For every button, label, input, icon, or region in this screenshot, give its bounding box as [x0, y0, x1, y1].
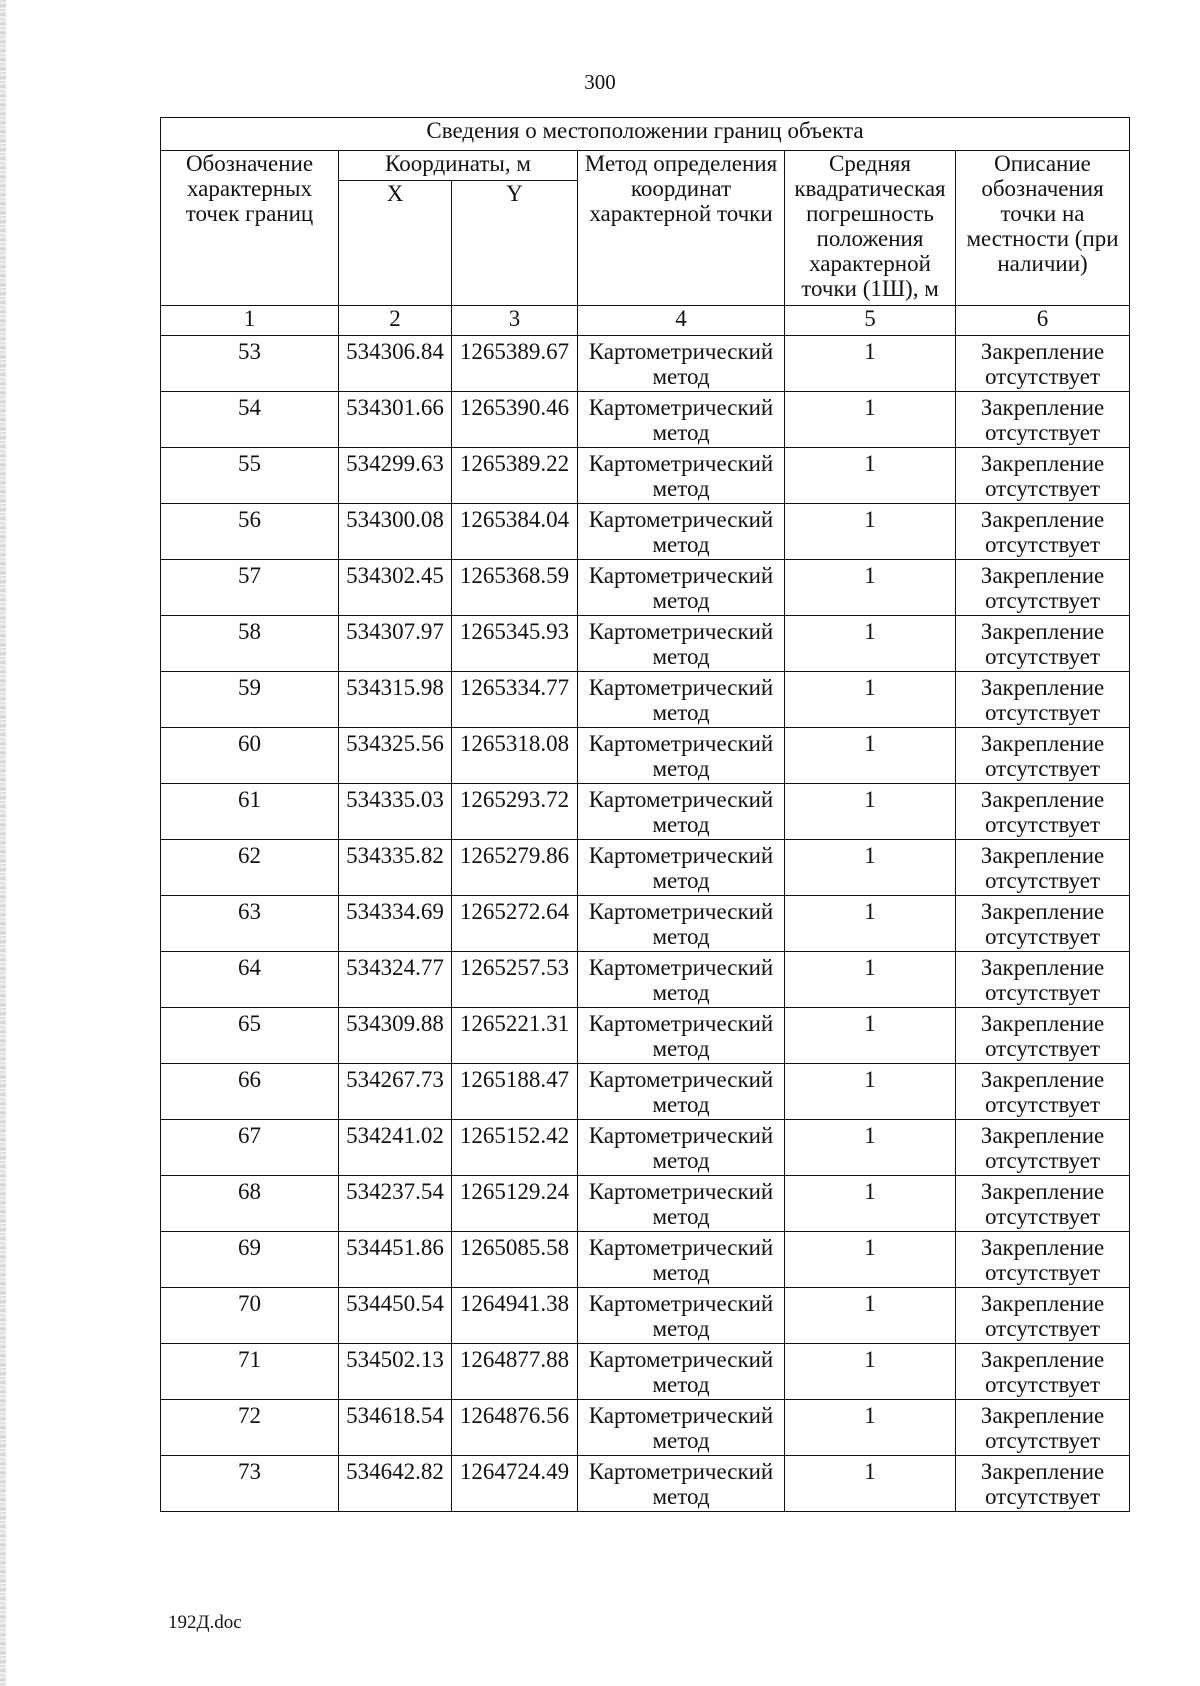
table-row [161, 1232, 1130, 1288]
cell-error: 1 [785, 1288, 956, 1344]
column-number: 4 [578, 306, 785, 336]
cell-y: 1265152.42 [452, 1120, 578, 1176]
table-row [161, 1176, 1130, 1232]
cell-description: Закрепление отсутствует [956, 672, 1130, 728]
cell-y: 1265389.67 [452, 336, 578, 392]
cell-method: Картометрический метод [578, 616, 785, 672]
column-number: 2 [339, 306, 452, 336]
cell-method: Картометрический метод [578, 1008, 785, 1064]
cell-method: Картометрический метод [578, 560, 785, 616]
footer-filename: 192Д.doc [168, 1612, 242, 1633]
cell-method: Картометрический метод [578, 336, 785, 392]
cell-error: 1 [785, 448, 956, 504]
cell-x: 534301.66 [339, 392, 452, 448]
boundary-coordinates-table [160, 117, 1130, 1512]
cell-y: 1265318.08 [452, 728, 578, 784]
cell-point: 65 [161, 1008, 339, 1064]
table-row [161, 1288, 1130, 1344]
cell-point: 68 [161, 1176, 339, 1232]
cell-description: Закрепление отсутствует [956, 952, 1130, 1008]
cell-y: 1265188.47 [452, 1064, 578, 1120]
cell-method: Картометрический метод [578, 1064, 785, 1120]
cell-x: 534618.54 [339, 1400, 452, 1456]
cell-error: 1 [785, 336, 956, 392]
cell-method: Картометрический метод [578, 1456, 785, 1512]
cell-method: Картометрический метод [578, 784, 785, 840]
table-row [161, 1400, 1130, 1456]
table-row [161, 784, 1130, 840]
page-number: 300 [584, 70, 616, 94]
cell-error: 1 [785, 1120, 956, 1176]
cell-y: 1265368.59 [452, 560, 578, 616]
cell-y: 1265384.04 [452, 504, 578, 560]
cell-point: 57 [161, 560, 339, 616]
cell-method: Картометрический метод [578, 672, 785, 728]
table-row [161, 1064, 1130, 1120]
cell-y: 1264877.88 [452, 1344, 578, 1400]
cell-x: 534334.69 [339, 896, 452, 952]
cell-description: Закрепление отсутствует [956, 1232, 1130, 1288]
cell-method: Картометрический метод [578, 952, 785, 1008]
table-row [161, 1344, 1130, 1400]
table-row [161, 728, 1130, 784]
cell-error: 1 [785, 784, 956, 840]
cell-error: 1 [785, 1008, 956, 1064]
cell-method: Картометрический метод [578, 1232, 785, 1288]
table-row [161, 1456, 1130, 1512]
cell-x: 534451.86 [339, 1232, 452, 1288]
cell-description: Закрепление отсутствует [956, 504, 1130, 560]
cell-method: Картометрический метод [578, 1400, 785, 1456]
cell-x: 534324.77 [339, 952, 452, 1008]
header-error: Средняя квадратическая погрешность положения характерной точки (1Ш), м [785, 151, 956, 306]
cell-description: Закрепление отсутствует [956, 728, 1130, 784]
cell-x: 534267.73 [339, 1064, 452, 1120]
header-description: Описание обозначения точки на местности (при наличии) [956, 151, 1130, 306]
cell-error: 1 [785, 392, 956, 448]
cell-x: 534502.13 [339, 1344, 452, 1400]
cell-description: Закрепление отсутствует [956, 840, 1130, 896]
cell-point: 59 [161, 672, 339, 728]
scan-edge [0, 0, 6, 1686]
cell-x: 534299.63 [339, 448, 452, 504]
cell-x: 534307.97 [339, 616, 452, 672]
cell-x: 534335.03 [339, 784, 452, 840]
column-number: 6 [956, 306, 1130, 336]
cell-description: Закрепление отсутствует [956, 1176, 1130, 1232]
cell-y: 1265085.58 [452, 1232, 578, 1288]
cell-description: Закрепление отсутствует [956, 1456, 1130, 1512]
table-body [161, 336, 1130, 1512]
cell-x: 534306.84 [339, 336, 452, 392]
cell-description: Закрепление отсутствует [956, 616, 1130, 672]
cell-error: 1 [785, 1456, 956, 1512]
table-row [161, 1008, 1130, 1064]
cell-x: 534237.54 [339, 1176, 452, 1232]
cell-method: Картометрический метод [578, 448, 785, 504]
cell-y: 1265221.31 [452, 1008, 578, 1064]
cell-description: Закрепление отсутствует [956, 560, 1130, 616]
cell-point: 60 [161, 728, 339, 784]
table-row [161, 896, 1130, 952]
table-row [161, 448, 1130, 504]
cell-y: 1265279.86 [452, 840, 578, 896]
cell-error: 1 [785, 1064, 956, 1120]
header-coordinates: Координаты, м [339, 151, 578, 181]
cell-x: 534241.02 [339, 1120, 452, 1176]
cell-point: 58 [161, 616, 339, 672]
header-designation: Обозначение характерных точек границ [161, 151, 339, 306]
cell-y: 1265293.72 [452, 784, 578, 840]
cell-method: Картометрический метод [578, 1288, 785, 1344]
cell-method: Картометрический метод [578, 1176, 785, 1232]
cell-x: 534309.88 [339, 1008, 452, 1064]
header-x: X [339, 181, 452, 306]
cell-point: 70 [161, 1288, 339, 1344]
header-method: Метод определения координат характерной точки [578, 151, 785, 306]
cell-error: 1 [785, 672, 956, 728]
cell-method: Картометрический метод [578, 896, 785, 952]
table-caption: Сведения о местоположении границ объекта [161, 118, 1130, 151]
table-row [161, 1120, 1130, 1176]
cell-method: Картометрический метод [578, 504, 785, 560]
cell-point: 64 [161, 952, 339, 1008]
column-number: 3 [452, 306, 578, 336]
cell-error: 1 [785, 952, 956, 1008]
cell-y: 1264941.38 [452, 1288, 578, 1344]
cell-x: 534315.98 [339, 672, 452, 728]
table-row [161, 336, 1130, 392]
cell-error: 1 [785, 896, 956, 952]
cell-method: Картометрический метод [578, 728, 785, 784]
column-number: 5 [785, 306, 956, 336]
cell-point: 55 [161, 448, 339, 504]
cell-error: 1 [785, 840, 956, 896]
cell-description: Закрепление отсутствует [956, 1008, 1130, 1064]
cell-point: 63 [161, 896, 339, 952]
column-number: 1 [161, 306, 339, 336]
cell-point: 67 [161, 1120, 339, 1176]
cell-y: 1265390.46 [452, 392, 578, 448]
cell-x: 534325.56 [339, 728, 452, 784]
cell-x: 534642.82 [339, 1456, 452, 1512]
cell-description: Закрепление отсутствует [956, 784, 1130, 840]
cell-error: 1 [785, 616, 956, 672]
cell-y: 1264876.56 [452, 1400, 578, 1456]
cell-y: 1265389.22 [452, 448, 578, 504]
table-row [161, 952, 1130, 1008]
cell-error: 1 [785, 1344, 956, 1400]
cell-point: 61 [161, 784, 339, 840]
cell-description: Закрепление отсутствует [956, 448, 1130, 504]
cell-point: 72 [161, 1400, 339, 1456]
cell-error: 1 [785, 1176, 956, 1232]
cell-error: 1 [785, 504, 956, 560]
cell-error: 1 [785, 560, 956, 616]
cell-x: 534302.45 [339, 560, 452, 616]
cell-description: Закрепление отсутствует [956, 392, 1130, 448]
table-row [161, 616, 1130, 672]
cell-description: Закрепление отсутствует [956, 1064, 1130, 1120]
cell-description: Закрепление отсутствует [956, 1288, 1130, 1344]
cell-x: 534450.54 [339, 1288, 452, 1344]
table-row [161, 840, 1130, 896]
cell-error: 1 [785, 728, 956, 784]
cell-point: 56 [161, 504, 339, 560]
table-row [161, 392, 1130, 448]
cell-description: Закрепление отсутствует [956, 1400, 1130, 1456]
cell-point: 73 [161, 1456, 339, 1512]
cell-point: 62 [161, 840, 339, 896]
cell-y: 1265345.93 [452, 616, 578, 672]
cell-method: Картометрический метод [578, 840, 785, 896]
table-row [161, 504, 1130, 560]
header-y: Y [452, 181, 578, 306]
table-row [161, 672, 1130, 728]
cell-y: 1265129.24 [452, 1176, 578, 1232]
cell-description: Закрепление отсутствует [956, 1344, 1130, 1400]
cell-x: 534300.08 [339, 504, 452, 560]
cell-point: 53 [161, 336, 339, 392]
cell-x: 534335.82 [339, 840, 452, 896]
cell-method: Картометрический метод [578, 392, 785, 448]
cell-method: Картометрический метод [578, 1344, 785, 1400]
cell-description: Закрепление отсутствует [956, 1120, 1130, 1176]
cell-point: 54 [161, 392, 339, 448]
cell-y: 1265257.53 [452, 952, 578, 1008]
cell-description: Закрепление отсутствует [956, 336, 1130, 392]
cell-y: 1265272.64 [452, 896, 578, 952]
cell-point: 69 [161, 1232, 339, 1288]
cell-point: 66 [161, 1064, 339, 1120]
table-row [161, 560, 1130, 616]
cell-y: 1264724.49 [452, 1456, 578, 1512]
cell-y: 1265334.77 [452, 672, 578, 728]
cell-point: 71 [161, 1344, 339, 1400]
cell-description: Закрепление отсутствует [956, 896, 1130, 952]
cell-error: 1 [785, 1400, 956, 1456]
cell-error: 1 [785, 1232, 956, 1288]
cell-method: Картометрический метод [578, 1120, 785, 1176]
